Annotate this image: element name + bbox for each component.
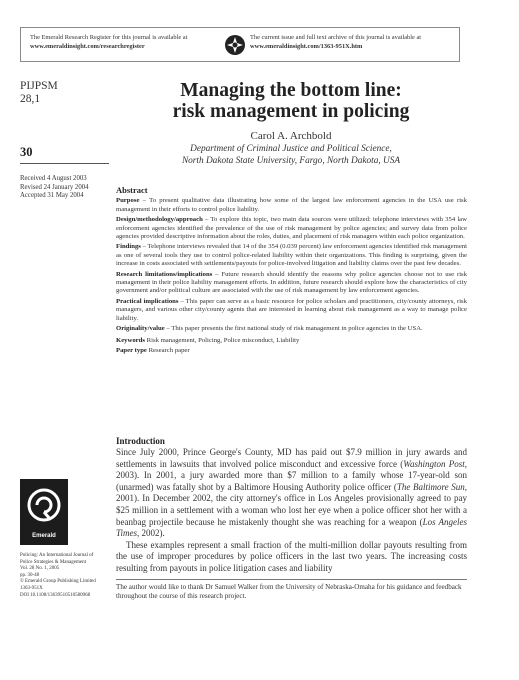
abstract-heading: Abstract (116, 185, 148, 195)
page-number: 30 (20, 145, 33, 159)
journal-abbrev: PIJPSM (20, 80, 58, 92)
pub-pages: pp. 30-48 (20, 572, 40, 578)
revised-date: Revised 24 January 2004 (20, 183, 89, 191)
paper-type-label: Paper type (116, 346, 147, 354)
findings-text: – Telephone interviews revealed that 14 of the 354 (0.039 percent) law enforcement agencies identified risk management as one of several tools they use to control police-related liability within their organizations. This finding is surprising, given the increase in costs associated with settlements/payouts for police-involved litigation and liability claims over the past few decades. (116, 243, 467, 268)
archive-link[interactable]: www.emeraldinsight.com/1363-951X.htm (250, 42, 363, 50)
abstract-limitations (116, 271, 467, 296)
abstract (116, 186, 467, 357)
author-name: Carol A. Archbold (250, 130, 332, 142)
purpose-text: – To present qualitative data illustrating how some of the largest law enforcement agencies in the USA use risk management in their efforts to control police liability. (116, 197, 467, 213)
received-date: Received 4 August 2003 (20, 175, 87, 182)
emerald-ornament-icon (224, 34, 246, 56)
pub-journal-line-1: Policing: An International Journal of (20, 553, 94, 558)
pub-issn: 1363-951X (20, 585, 43, 591)
keywords-text: Risk management, Policing, Police misconduct, Liability (144, 336, 300, 344)
intro-p1-part-a: Since July 2000, Prince George's County, MD has paid out $7.9 million in jury awards and settlements in lawsuits that involved police misconduct and excessive force ( (116, 447, 467, 469)
submission-dates (20, 175, 112, 201)
paper-type-text: Research paper (146, 346, 190, 354)
paper-title (116, 80, 466, 122)
originality-text: – This paper presents the first national study of risk management in police agencies in the USA. (164, 325, 423, 333)
citation-la-times: Los Angeles Times (116, 516, 467, 539)
design-text: – To explore this topic, two main data sources were utilized: telephone interviews with 354 law enforcement agencies identified the prevalence of the use of risk management by police agencies; and survey data from police agencies provided descriptive information about the roles, duties, and placement of risk managers within each police organization. (116, 216, 467, 241)
abstract-practical (116, 298, 467, 323)
accepted-date: Accepted 31 May 2004 (20, 192, 84, 200)
journal-code (20, 80, 58, 106)
research-register-text: The Emerald Research Register for this journal is available at (30, 34, 188, 41)
journal-volume: 28,1 (20, 93, 41, 105)
emerald-swirl-icon (20, 483, 68, 533)
introduction-heading: Introduction (116, 436, 165, 446)
abstract-design (116, 216, 467, 241)
publication-info (20, 553, 110, 599)
limitations-label: Research limitations/implications (116, 270, 213, 278)
intro-p1-part-g: , 2002). (137, 528, 165, 539)
citation-baltimore-sun: The Baltimore Sun (396, 481, 465, 492)
citation-washington-post: Washington Post (403, 458, 465, 469)
intro-p1-part-c: , 2003). In 2001, a jury awarded more than $7 million to a family whose 17-year-old son (unarmed) was fatally shot by a Baltimore Housing Authority police officer ( (116, 458, 467, 492)
pub-volume: Vol. 28 No. 1, 2005 (20, 566, 60, 572)
title-line-2: risk management in policing (172, 101, 410, 122)
footnote-rule (116, 579, 467, 580)
pub-journal-line-2: Police Strategies & Management (20, 559, 86, 565)
title-line-1: Managing the bottom line: (180, 80, 402, 101)
archive-text: The current issue and full text archive of this journal is available at (250, 34, 422, 41)
research-register-notice (30, 34, 220, 51)
emerald-logo (20, 479, 68, 545)
intro-paragraph-1 (116, 447, 467, 540)
limitations-text: – Future research should identify the reasons why police agencies choose not to use risk management in their police liability management efforts. In addition, future research should explore how the characteristics of city government and/or political culture are associated with the use of risk management by law enforcement agencies. (116, 270, 467, 295)
abstract-purpose (116, 197, 467, 214)
intro-p1-part-e: , 2001). In December 2002, the city attorney's office in Los Angeles provisionally agreed to pay $25 million in a settlement with a woman who lost her eye when a police officer shot her with a beanbag projectile because he mistakenly thought she was reaching for a weapon ( (116, 481, 467, 527)
affiliation-line-2: North Dakota State University, Fargo, North Dakota, USA (181, 156, 401, 166)
practical-label: Practical implications (116, 297, 179, 305)
pub-copyright: © Emerald Group Publishing Limited (20, 579, 96, 585)
emerald-logo-label: Emerald (32, 533, 56, 539)
author-affiliation (116, 143, 466, 167)
originality-label: Originality/value (116, 325, 165, 333)
pub-doi: DOI 10.1108/13639510510580968 (20, 592, 91, 598)
research-register-link[interactable]: www.emeraldinsight.com/researchregister (30, 42, 145, 50)
abstract-keywords (116, 337, 467, 345)
acknowledgement-footnote: The author would like to thank Dr Samuel Walker from the University of Nebraska-Omaha for his guidance and feedback throughout the course of this research project. (116, 583, 462, 601)
header-box (20, 27, 460, 62)
page-number-rule (20, 163, 109, 164)
findings-label: Findings (116, 243, 141, 251)
purpose-label: Purpose (116, 197, 140, 205)
introduction-section (116, 436, 467, 575)
abstract-findings (116, 243, 467, 268)
design-label: Design/methodology/approach (116, 216, 203, 224)
full-text-archive-notice (250, 34, 460, 51)
intro-paragraph-2: These examples represent a small fraction of the multi-million dollar payouts resulting from the use of improper procedures by police officers in the last two years. The increasing costs resulting from payouts in police litigation cases and liability (116, 539, 467, 573)
abstract-originality (116, 325, 467, 333)
affiliation-line-1: Department of Criminal Justice and Political Science, (190, 144, 392, 154)
practical-text: – This paper can serve as a basic resource for police scholars and practitioners, city/county attorneys, risk managers, and various other city/county agents that are interested in learning about risk management as a way to manage police liability. (116, 297, 468, 322)
abstract-paper-type (116, 347, 467, 355)
keywords-label: Keywords (116, 336, 145, 344)
